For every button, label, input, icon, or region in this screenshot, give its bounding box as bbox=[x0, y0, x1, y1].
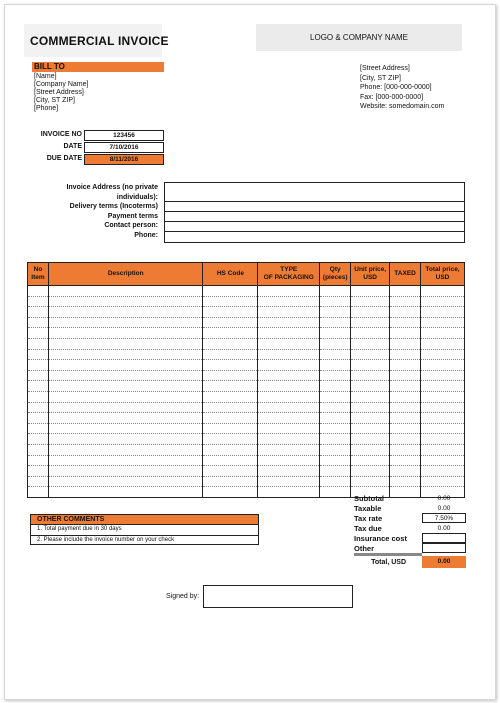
other-row bbox=[354, 543, 466, 553]
table-cell[interactable] bbox=[28, 476, 49, 487]
table-cell[interactable] bbox=[48, 423, 203, 434]
table-cell[interactable] bbox=[203, 423, 258, 434]
bill-to-city: [City, ST ZIP] bbox=[34, 97, 75, 104]
table-cell[interactable] bbox=[203, 434, 258, 445]
company-fax: Fax: [000-000-0000] bbox=[360, 93, 424, 101]
table-cell[interactable] bbox=[351, 338, 390, 349]
table-cell[interactable] bbox=[48, 487, 203, 498]
table-cell[interactable] bbox=[48, 360, 203, 371]
table-cell[interactable] bbox=[203, 317, 258, 328]
table-cell[interactable] bbox=[203, 402, 258, 413]
table-cell[interactable] bbox=[28, 413, 49, 424]
table-cell[interactable] bbox=[421, 307, 465, 318]
table-row bbox=[28, 444, 465, 455]
table-cell[interactable] bbox=[203, 296, 258, 307]
table-cell[interactable] bbox=[421, 338, 465, 349]
table-cell[interactable] bbox=[48, 455, 203, 466]
table-cell[interactable] bbox=[48, 413, 203, 424]
table-row bbox=[28, 370, 465, 381]
contact-person-label: Contact person: bbox=[104, 222, 158, 229]
table-cell[interactable] bbox=[390, 466, 421, 477]
bill-to-phone: [Phone] bbox=[34, 105, 59, 112]
details-labels bbox=[30, 183, 158, 240]
table-row bbox=[28, 434, 465, 445]
table-cell[interactable] bbox=[390, 455, 421, 466]
table-cell[interactable] bbox=[48, 466, 203, 477]
table-cell[interactable] bbox=[48, 476, 203, 487]
table-cell[interactable] bbox=[48, 338, 203, 349]
taxable-row bbox=[354, 503, 466, 513]
table-cell[interactable] bbox=[48, 381, 203, 392]
table-cell[interactable] bbox=[421, 360, 465, 371]
table-cell[interactable] bbox=[421, 391, 465, 402]
table-cell[interactable] bbox=[320, 317, 351, 328]
table-cell[interactable] bbox=[48, 328, 203, 339]
phone-label: Phone: bbox=[134, 231, 158, 239]
table-cell[interactable] bbox=[421, 381, 465, 392]
table-cell[interactable] bbox=[28, 338, 49, 349]
table-cell[interactable] bbox=[390, 349, 421, 360]
total-row bbox=[354, 556, 466, 568]
table-cell[interactable] bbox=[421, 444, 465, 455]
table-cell[interactable] bbox=[258, 455, 320, 466]
table-cell[interactable] bbox=[258, 296, 320, 307]
table-row bbox=[28, 296, 465, 307]
table-cell[interactable] bbox=[351, 360, 390, 371]
col-header-unit-price: Unit price, USD bbox=[351, 263, 390, 286]
table-cell[interactable] bbox=[320, 381, 351, 392]
table-cell[interactable] bbox=[421, 402, 465, 413]
comments-box bbox=[30, 514, 259, 545]
subtotal-value: 0.00 bbox=[437, 494, 451, 502]
col-header-total: Total price, USD bbox=[421, 263, 465, 286]
table-cell[interactable] bbox=[203, 476, 258, 487]
company-city: [City, ST ZIP] bbox=[360, 74, 401, 82]
table-cell[interactable] bbox=[320, 286, 351, 297]
table-cell[interactable] bbox=[351, 296, 390, 307]
table-cell[interactable] bbox=[421, 296, 465, 307]
table-cell[interactable] bbox=[28, 381, 49, 392]
table-cell[interactable] bbox=[203, 487, 258, 498]
table-cell[interactable] bbox=[320, 444, 351, 455]
table-cell[interactable] bbox=[351, 370, 390, 381]
table-cell[interactable] bbox=[351, 307, 390, 318]
table-cell[interactable] bbox=[320, 487, 351, 498]
company-street: [Street Address] bbox=[360, 65, 410, 72]
table-cell[interactable] bbox=[28, 370, 49, 381]
table-cell[interactable] bbox=[390, 286, 421, 297]
payment-terms-label: Payment terms bbox=[107, 212, 158, 220]
table-header-row bbox=[28, 263, 465, 286]
table-cell[interactable] bbox=[390, 434, 421, 445]
table-cell[interactable] bbox=[390, 338, 421, 349]
table-cell[interactable] bbox=[48, 444, 203, 455]
table-cell[interactable] bbox=[28, 317, 49, 328]
table-cell[interactable] bbox=[320, 307, 351, 318]
table-cell[interactable] bbox=[28, 349, 49, 360]
date-field[interactable]: 7/10/2016 bbox=[84, 142, 164, 153]
table-cell[interactable] bbox=[48, 402, 203, 413]
table-cell[interactable] bbox=[203, 349, 258, 360]
table-cell[interactable] bbox=[390, 444, 421, 455]
table-cell[interactable] bbox=[351, 328, 390, 339]
table-cell[interactable] bbox=[351, 444, 390, 455]
table-row bbox=[28, 423, 465, 434]
table-cell[interactable] bbox=[258, 328, 320, 339]
invoice-address-label-2: individuals): bbox=[116, 193, 158, 201]
table-cell[interactable] bbox=[203, 381, 258, 392]
bill-to-block bbox=[34, 73, 88, 113]
insurance-field[interactable] bbox=[422, 533, 466, 543]
company-phone: Phone: [000-000-0000] bbox=[360, 84, 432, 91]
table-row bbox=[28, 413, 465, 424]
table-cell[interactable] bbox=[390, 307, 421, 318]
table-cell[interactable] bbox=[320, 360, 351, 371]
document-title: COMMERCIAL INVOICE bbox=[30, 34, 169, 48]
table-cell[interactable] bbox=[320, 370, 351, 381]
table-cell[interactable] bbox=[320, 476, 351, 487]
col-header-hs-code: HS Code bbox=[203, 263, 258, 286]
table-cell[interactable] bbox=[390, 391, 421, 402]
table-cell[interactable] bbox=[320, 296, 351, 307]
table-cell[interactable] bbox=[390, 328, 421, 339]
other-field[interactable] bbox=[422, 543, 466, 553]
total-label: Total, USD bbox=[371, 558, 406, 566]
col-header-taxed: TAXED bbox=[390, 263, 421, 286]
table-cell[interactable] bbox=[351, 466, 390, 477]
table-cell[interactable] bbox=[421, 370, 465, 381]
table-cell[interactable] bbox=[258, 286, 320, 297]
table-cell[interactable] bbox=[421, 317, 465, 328]
logo-placeholder: LOGO & COMPANY NAME bbox=[256, 24, 462, 51]
table-cell[interactable] bbox=[28, 286, 49, 297]
bill-to-company: [Company Name] bbox=[34, 81, 89, 88]
table-cell[interactable] bbox=[320, 434, 351, 445]
table-cell[interactable] bbox=[351, 391, 390, 402]
table-cell[interactable] bbox=[258, 487, 320, 498]
table-cell[interactable] bbox=[203, 391, 258, 402]
table-cell[interactable] bbox=[48, 307, 203, 318]
table-cell[interactable] bbox=[258, 307, 320, 318]
table-cell[interactable] bbox=[203, 338, 258, 349]
table-cell[interactable] bbox=[351, 381, 390, 392]
table-cell[interactable] bbox=[390, 370, 421, 381]
table-cell[interactable] bbox=[28, 466, 49, 477]
table-cell[interactable] bbox=[258, 381, 320, 392]
col-header-description: Description bbox=[48, 263, 203, 286]
table-cell[interactable] bbox=[258, 476, 320, 487]
table-cell[interactable] bbox=[390, 296, 421, 307]
table-cell[interactable] bbox=[390, 476, 421, 487]
table-row bbox=[28, 402, 465, 413]
table-cell[interactable] bbox=[390, 360, 421, 371]
table-cell[interactable] bbox=[390, 423, 421, 434]
col-header-qty: Qty (pieces) bbox=[320, 263, 351, 286]
table-cell[interactable] bbox=[48, 391, 203, 402]
table-row bbox=[28, 466, 465, 477]
table-row bbox=[28, 317, 465, 328]
table-cell[interactable] bbox=[203, 444, 258, 455]
table-cell[interactable] bbox=[351, 286, 390, 297]
table-row bbox=[28, 328, 465, 339]
tax-rate-field[interactable]: 7.50% bbox=[422, 513, 466, 523]
table-cell[interactable] bbox=[28, 360, 49, 371]
items-table bbox=[27, 262, 465, 498]
table-cell[interactable] bbox=[28, 296, 49, 307]
company-block bbox=[360, 64, 444, 112]
table-cell[interactable] bbox=[48, 370, 203, 381]
table-cell[interactable] bbox=[258, 370, 320, 381]
table-cell[interactable] bbox=[258, 360, 320, 371]
delivery-terms-label: Delivery terms (Incoterms) bbox=[69, 203, 158, 210]
table-cell[interactable] bbox=[28, 423, 49, 434]
table-cell[interactable] bbox=[421, 413, 465, 424]
tax-due-label: Tax due bbox=[354, 523, 382, 533]
table-row bbox=[28, 476, 465, 487]
totals-block bbox=[354, 493, 466, 568]
date-label: DATE bbox=[63, 143, 82, 150]
table-cell[interactable] bbox=[258, 444, 320, 455]
table-cell[interactable] bbox=[258, 391, 320, 402]
table-cell[interactable] bbox=[48, 349, 203, 360]
due-date-field[interactable]: 8/11/2016 bbox=[84, 154, 164, 165]
table-cell[interactable] bbox=[203, 370, 258, 381]
col-header-no: No Item bbox=[28, 263, 49, 286]
total-value: 0.00 bbox=[422, 556, 466, 568]
table-cell[interactable] bbox=[351, 476, 390, 487]
table-cell[interactable] bbox=[390, 413, 421, 424]
table-cell[interactable] bbox=[351, 434, 390, 445]
insurance-label: Insurance cost bbox=[354, 533, 407, 543]
table-cell[interactable] bbox=[390, 381, 421, 392]
table-cell[interactable] bbox=[48, 296, 203, 307]
table-cell[interactable] bbox=[351, 402, 390, 413]
table-cell[interactable] bbox=[48, 317, 203, 328]
table-cell[interactable] bbox=[421, 455, 465, 466]
table-cell[interactable] bbox=[421, 423, 465, 434]
table-cell[interactable] bbox=[320, 455, 351, 466]
table-cell[interactable] bbox=[28, 328, 49, 339]
table-cell[interactable] bbox=[390, 402, 421, 413]
table-cell[interactable] bbox=[421, 466, 465, 477]
table-cell[interactable] bbox=[320, 413, 351, 424]
table-cell[interactable] bbox=[351, 413, 390, 424]
other-label: Other bbox=[354, 543, 375, 553]
table-cell[interactable] bbox=[258, 466, 320, 477]
tax-rate-label: Tax rate bbox=[354, 513, 383, 523]
table-cell[interactable] bbox=[203, 307, 258, 318]
table-cell[interactable] bbox=[320, 338, 351, 349]
insurance-row bbox=[354, 533, 466, 543]
tax-rate-row bbox=[354, 513, 466, 523]
table-cell[interactable] bbox=[203, 466, 258, 477]
comment-line-1: 1. Total payment due in 30 days bbox=[37, 526, 122, 532]
invoice-address-label: Invoice Address (no private bbox=[66, 184, 158, 191]
bill-to-heading: BILL TO bbox=[32, 62, 164, 72]
table-cell[interactable] bbox=[258, 413, 320, 424]
table-cell[interactable] bbox=[421, 476, 465, 487]
tax-due-value: 0.00 bbox=[437, 524, 451, 532]
table-cell[interactable] bbox=[351, 423, 390, 434]
table-cell[interactable] bbox=[203, 328, 258, 339]
table-cell[interactable] bbox=[28, 434, 49, 445]
table-cell[interactable] bbox=[421, 349, 465, 360]
table-cell[interactable] bbox=[28, 487, 49, 498]
table-cell[interactable] bbox=[421, 286, 465, 297]
table-row bbox=[28, 338, 465, 349]
table-cell[interactable] bbox=[258, 402, 320, 413]
table-cell[interactable] bbox=[203, 413, 258, 424]
table-cell[interactable] bbox=[390, 317, 421, 328]
table-cell[interactable] bbox=[203, 286, 258, 297]
table-cell[interactable] bbox=[258, 338, 320, 349]
table-row bbox=[28, 286, 465, 297]
taxable-value: 0.00 bbox=[437, 504, 451, 512]
table-cell[interactable] bbox=[258, 349, 320, 360]
table-cell[interactable] bbox=[320, 402, 351, 413]
table-row bbox=[28, 455, 465, 466]
col-header-packaging: TYPE OF PACKAGING bbox=[258, 263, 320, 286]
table-cell[interactable] bbox=[48, 434, 203, 445]
comments-heading: OTHER COMMENTS bbox=[31, 515, 258, 525]
table-cell[interactable] bbox=[258, 317, 320, 328]
tax-due-row bbox=[354, 523, 466, 533]
table-cell[interactable] bbox=[258, 423, 320, 434]
table-cell[interactable] bbox=[258, 434, 320, 445]
table-cell[interactable] bbox=[320, 391, 351, 402]
table-cell[interactable] bbox=[421, 434, 465, 445]
taxable-label: Taxable bbox=[354, 503, 382, 513]
invoice-no-label: INVOICE NO bbox=[40, 131, 82, 138]
table-cell[interactable] bbox=[28, 402, 49, 413]
due-date-label: DUE DATE bbox=[46, 155, 82, 162]
subtotal-row bbox=[354, 493, 466, 503]
table-cell[interactable] bbox=[48, 286, 203, 297]
table-cell[interactable] bbox=[421, 328, 465, 339]
bill-to-street: [Street Address] bbox=[34, 89, 84, 96]
table-cell[interactable] bbox=[351, 317, 390, 328]
table-row bbox=[28, 349, 465, 360]
table-row bbox=[28, 360, 465, 371]
table-cell[interactable] bbox=[351, 455, 390, 466]
subtotal-label: Subtotal bbox=[354, 493, 384, 503]
table-cell[interactable] bbox=[203, 360, 258, 371]
signed-by-label: Signed by: bbox=[166, 593, 200, 600]
table-cell[interactable] bbox=[320, 349, 351, 360]
phone-field[interactable] bbox=[164, 231, 465, 243]
comment-line-2: 2. Please include the invoice number on your check bbox=[31, 535, 258, 546]
table-cell[interactable] bbox=[203, 455, 258, 466]
table-cell[interactable] bbox=[28, 391, 49, 402]
table-cell[interactable] bbox=[320, 328, 351, 339]
table-cell[interactable] bbox=[28, 455, 49, 466]
signature-field[interactable] bbox=[203, 585, 353, 608]
invoice-no-field[interactable]: 123456 bbox=[84, 130, 164, 141]
table-row bbox=[28, 307, 465, 318]
table-cell[interactable] bbox=[28, 444, 49, 455]
bill-to-name: [Name] bbox=[34, 73, 57, 80]
company-website: Website: somedomain.com bbox=[360, 103, 445, 110]
invoice-address-field[interactable] bbox=[164, 182, 465, 202]
table-cell[interactable] bbox=[28, 307, 49, 318]
table-cell[interactable] bbox=[320, 466, 351, 477]
table-cell[interactable] bbox=[351, 349, 390, 360]
table-row bbox=[28, 391, 465, 402]
table-row bbox=[28, 381, 465, 392]
table-cell[interactable] bbox=[320, 423, 351, 434]
